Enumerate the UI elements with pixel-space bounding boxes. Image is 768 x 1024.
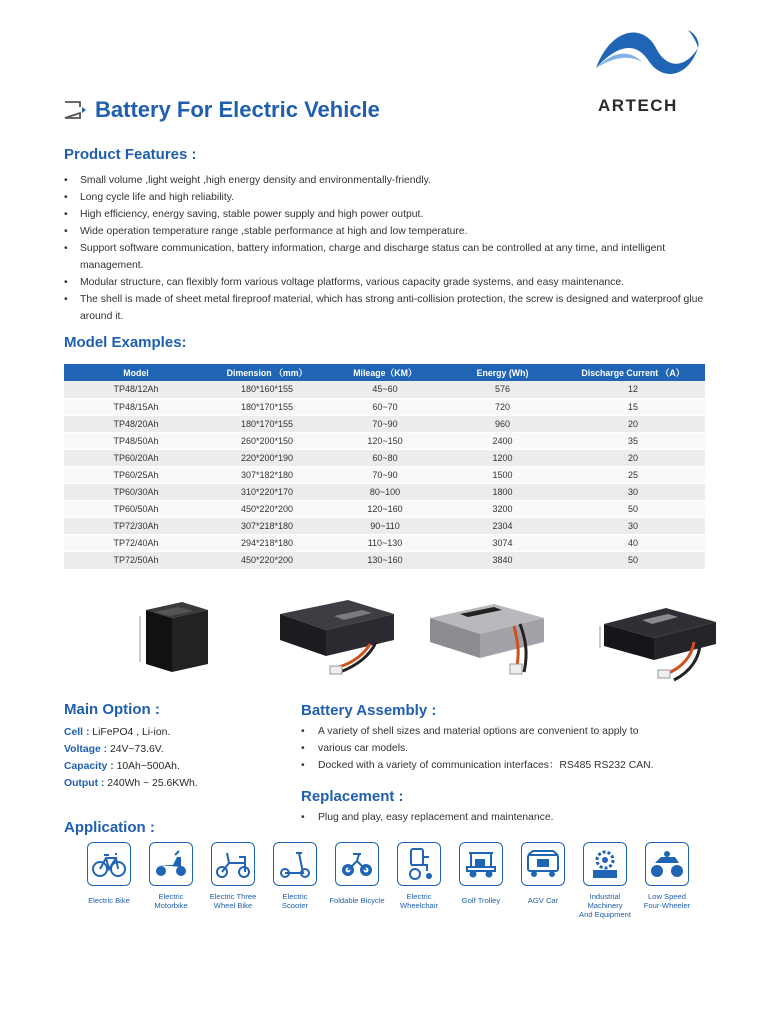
table-row — [64, 432, 705, 449]
cell-mileage: 60~80 — [326, 449, 444, 466]
battery-pack-photo — [598, 596, 720, 684]
cell-mileage: 80~100 — [326, 484, 444, 501]
table-row — [64, 501, 705, 518]
cell-dimension: 307*182*180 — [208, 466, 326, 483]
cell-current: 20 — [561, 449, 705, 466]
motorbike-icon — [149, 842, 193, 886]
option-key: Voltage — [64, 744, 101, 755]
table-row — [64, 398, 705, 415]
cell-mileage: 120~150 — [326, 432, 444, 449]
cell-mileage: 120~160 — [326, 501, 444, 518]
battery-pack-photo — [270, 594, 398, 680]
table-row — [64, 484, 705, 501]
bicycle-icon — [87, 842, 131, 886]
application-item — [326, 842, 388, 905]
cell-model: TP60/50Ah — [64, 501, 208, 518]
cell-dimension: 180*170*155 — [208, 398, 326, 415]
application-label-line: Industrial Machinery — [587, 892, 623, 910]
product-features-heading: Product Features : — [64, 146, 197, 163]
application-icons — [78, 842, 698, 922]
cell-current: 25 — [561, 466, 705, 483]
application-item — [202, 842, 264, 910]
replacement-heading: Replacement : — [301, 788, 404, 805]
option-value: 10Ah~500Ah. — [116, 761, 180, 772]
application-item — [574, 842, 636, 919]
application-label-line: Electric Bike — [88, 896, 130, 905]
feature-item: • Modular structure, can flexibly form various voltage platforms, various capacity grade systems, and easy maintenance. — [64, 274, 714, 291]
cell-current: 50 — [561, 501, 705, 518]
cell-dimension: 310*220*170 — [208, 484, 326, 501]
cell-mileage: 110~130 — [326, 535, 444, 552]
application-label-line: Low Speed — [648, 892, 686, 901]
application-label-line: Electric — [406, 892, 432, 901]
wheelchair-icon — [397, 842, 441, 886]
table-body — [64, 381, 705, 569]
application-label-line: Wheel Bike — [213, 901, 253, 910]
atv-icon — [645, 842, 689, 886]
application-label-line: Electric Three — [209, 892, 257, 901]
cell-energy: 1200 — [444, 449, 561, 466]
column-header-dimension: Dimension （mm） — [208, 364, 326, 381]
feature-item: • The shell is made of sheet metal fireproof material, which has strong anti-collision protection, the screw is designed and waterproof glue around it. — [64, 291, 714, 325]
cell-mileage: 60~70 — [326, 398, 444, 415]
feature-item: • Long cycle life and high reliability. — [64, 189, 714, 206]
cell-mileage: 90~110 — [326, 518, 444, 535]
page-title: Battery For Electric Vehicle — [95, 97, 380, 122]
option-sep: : — [83, 727, 93, 738]
option-row — [64, 724, 198, 741]
feature-item: • Wide operation temperature range ,stable performance at high and low temperature. — [64, 223, 714, 240]
cell-current: 12 — [561, 381, 705, 398]
option-key: Cell — [64, 727, 84, 738]
application-item — [450, 842, 512, 905]
main-option-list — [64, 724, 198, 792]
option-row — [64, 775, 198, 792]
application-label — [326, 896, 388, 905]
column-header-energy: Energy (Wh) — [444, 364, 561, 381]
cell-current: 30 — [561, 484, 705, 501]
brand-name: ARTECH — [598, 96, 678, 115]
cell-energy: 576 — [444, 381, 561, 398]
application-label-line: Electric — [282, 892, 308, 901]
cell-current: 15 — [561, 398, 705, 415]
battery-assembly-heading: Battery Assembly : — [301, 702, 437, 719]
option-row — [64, 758, 198, 775]
cell-energy: 3840 — [444, 552, 561, 569]
column-header-mileage: Mileage（KM） — [326, 364, 444, 381]
assembly-item: • A variety of shell sizes and material options are convenient to apply to — [301, 723, 654, 740]
cell-model: TP72/30Ah — [64, 518, 208, 535]
application-label — [78, 896, 140, 905]
logo-wave-icon — [592, 20, 702, 90]
cell-mileage: 70~90 — [326, 466, 444, 483]
feature-item: • High efficiency, energy saving, stable power supply and high power output. — [64, 206, 714, 223]
assembly-item-continued: • various car models. — [301, 740, 654, 757]
cell-dimension: 220*200*190 — [208, 449, 326, 466]
option-key: Capacity — [64, 761, 108, 772]
column-header-current: Discharge Current （A） — [561, 364, 705, 381]
cell-current: 20 — [561, 415, 705, 432]
application-label — [574, 892, 636, 919]
title-row — [63, 96, 380, 124]
cell-current: 30 — [561, 518, 705, 535]
feature-item: • Support software communication, battery information, charge and discharge status can be controlled at any time, and intelligent management. — [64, 240, 714, 274]
table-row — [64, 449, 705, 466]
battery-pack-photo — [138, 596, 212, 674]
application-label — [202, 892, 264, 910]
cell-energy: 960 — [444, 415, 561, 432]
option-row — [64, 741, 198, 758]
cell-model: TP60/20Ah — [64, 449, 208, 466]
application-label — [140, 892, 202, 910]
cell-current: 35 — [561, 432, 705, 449]
replacement-item: • Plug and play, easy replacement and maintenance. — [301, 809, 553, 826]
option-sep: : — [100, 744, 110, 755]
tricycle-icon — [211, 842, 255, 886]
scooter-icon — [273, 842, 317, 886]
product-features-list — [64, 172, 714, 325]
application-label-line: Motorbike — [154, 901, 188, 910]
table-header-row — [64, 364, 705, 381]
cell-model: TP60/30Ah — [64, 484, 208, 501]
battery-photos — [120, 586, 720, 696]
cell-model: TP72/50Ah — [64, 552, 208, 569]
assembly-item: • Docked with a variety of communication interfaces：RS485 RS232 CAN. — [301, 757, 654, 774]
cell-model: TP48/12Ah — [64, 381, 208, 398]
cell-energy: 2400 — [444, 432, 561, 449]
table-row — [64, 415, 705, 432]
application-item — [636, 842, 698, 910]
column-header-model: Model — [64, 364, 208, 381]
option-value: 24V~73.6V. — [110, 744, 164, 755]
application-label-line: Foldable Bicycle — [329, 896, 385, 905]
cell-mileage: 45~60 — [326, 381, 444, 398]
cell-model: TP48/20Ah — [64, 415, 208, 432]
cell-energy: 3200 — [444, 501, 561, 518]
cell-energy: 2304 — [444, 518, 561, 535]
table-row — [64, 552, 705, 569]
machinery-icon — [583, 842, 627, 886]
model-table — [64, 364, 705, 570]
artech-logo — [592, 20, 712, 115]
application-label — [636, 892, 698, 910]
table-row — [64, 381, 705, 398]
application-label-line: Golf Trolley — [461, 896, 501, 905]
cell-dimension: 450*220*200 — [208, 501, 326, 518]
cell-current: 40 — [561, 535, 705, 552]
golf-cart-icon — [459, 842, 503, 886]
application-label-line: And Equipment — [579, 910, 631, 919]
application-label-line: Wheelchair — [400, 901, 438, 910]
application-label — [388, 892, 450, 910]
application-label-line: AGV Car — [527, 896, 559, 905]
cell-dimension: 180*160*155 — [208, 381, 326, 398]
model-examples-heading: Model Examples: — [64, 334, 187, 351]
application-heading: Application : — [64, 819, 155, 836]
cell-dimension: 180*170*155 — [208, 415, 326, 432]
application-item — [78, 842, 140, 905]
feature-item: • Small volume ,light weight ,high energy density and environmentally-friendly. — [64, 172, 714, 189]
cell-energy: 1800 — [444, 484, 561, 501]
replacement-list — [301, 809, 553, 826]
application-item — [512, 842, 574, 905]
application-label — [450, 896, 512, 905]
cell-energy: 3074 — [444, 535, 561, 552]
application-item — [388, 842, 450, 910]
battery-pack-photo — [420, 596, 550, 678]
cell-mileage: 130~160 — [326, 552, 444, 569]
option-key: Output — [64, 778, 99, 789]
cell-model: TP48/15Ah — [64, 398, 208, 415]
option-value: 240Wh ~ 25.6KWh. — [107, 778, 198, 789]
battery-assembly-list — [301, 723, 654, 774]
application-label-line: Electric — [158, 892, 184, 901]
cell-energy: 720 — [444, 398, 561, 415]
application-item — [140, 842, 202, 910]
option-sep: : — [98, 778, 108, 789]
cell-dimension: 294*218*180 — [208, 535, 326, 552]
cell-mileage: 70~90 — [326, 415, 444, 432]
table-row — [64, 466, 705, 483]
cell-dimension: 450*220*200 — [208, 552, 326, 569]
title-bracket-icon — [63, 100, 87, 120]
cell-energy: 1500 — [444, 466, 561, 483]
cell-model: TP60/25Ah — [64, 466, 208, 483]
option-sep: : — [107, 761, 117, 772]
agv-icon — [521, 842, 565, 886]
cell-model: TP48/50Ah — [64, 432, 208, 449]
application-label — [264, 892, 326, 910]
option-value: LiFePO4 , Li-ion. — [92, 727, 171, 738]
cell-dimension: 307*218*180 — [208, 518, 326, 535]
folding-bike-icon — [335, 842, 379, 886]
application-label — [512, 896, 574, 905]
application-item — [264, 842, 326, 910]
cell-current: 50 — [561, 552, 705, 569]
application-label-line: Four-Wheeler — [643, 901, 691, 910]
table-row — [64, 535, 705, 552]
main-option-heading: Main Option : — [64, 701, 160, 718]
application-label-line: Scooter — [281, 901, 309, 910]
cell-dimension: 260*200*150 — [208, 432, 326, 449]
table-row — [64, 518, 705, 535]
cell-model: TP72/40Ah — [64, 535, 208, 552]
